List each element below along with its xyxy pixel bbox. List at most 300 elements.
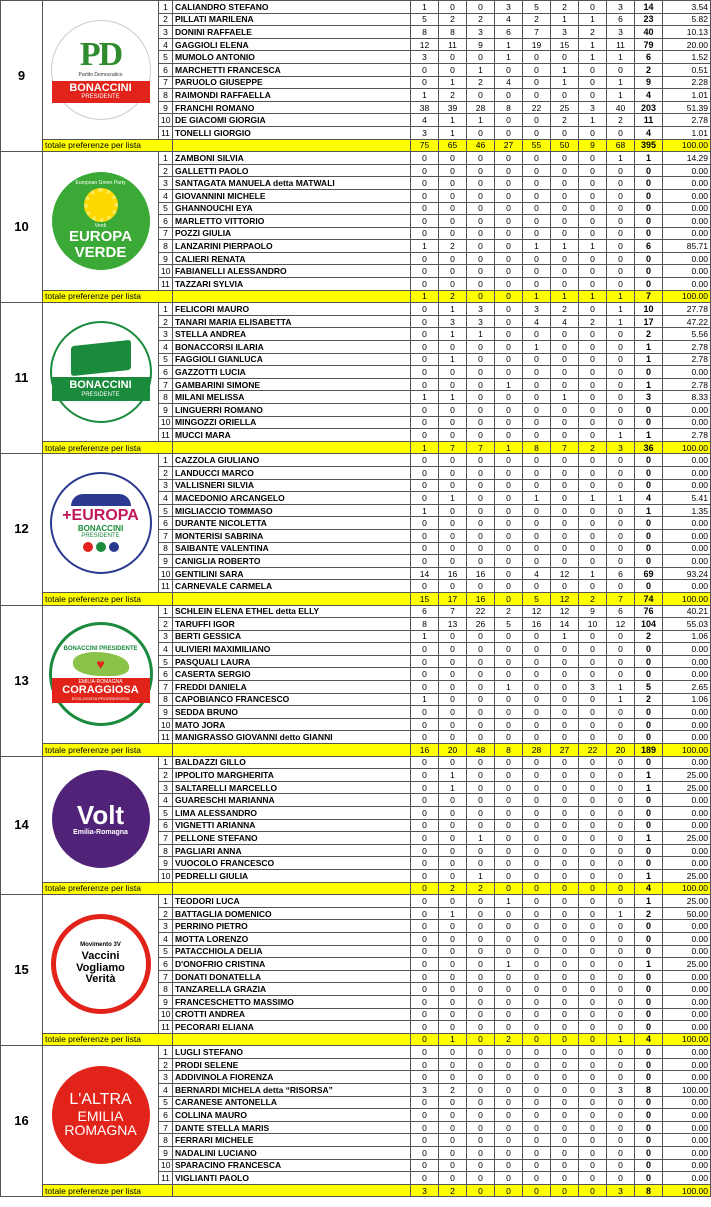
candidate-total: 79 bbox=[635, 38, 663, 51]
section-votes: 1 bbox=[607, 89, 635, 102]
section-votes: 0 bbox=[467, 958, 495, 971]
section-votes: 6 bbox=[607, 605, 635, 618]
list-number: 10 bbox=[1, 152, 43, 303]
section-votes: 0 bbox=[551, 970, 579, 983]
section-votes: 0 bbox=[523, 643, 551, 656]
coraggiosa-band bbox=[52, 678, 150, 703]
section-votes: 0 bbox=[523, 995, 551, 1008]
section-votes: 3 bbox=[467, 303, 495, 316]
section-votes: 0 bbox=[411, 1058, 439, 1071]
section-votes: 0 bbox=[551, 517, 579, 530]
candidate-total: 0 bbox=[635, 1172, 663, 1185]
candidate-name: STELLA ANDREA bbox=[173, 328, 411, 341]
section-votes: 2 bbox=[439, 1084, 467, 1097]
section-votes: 0 bbox=[467, 542, 495, 555]
section-votes: 0 bbox=[551, 189, 579, 202]
vaccini-line3: Verità bbox=[85, 973, 116, 986]
candidate-index: 7 bbox=[159, 681, 173, 694]
section-votes: 1 bbox=[579, 492, 607, 505]
list-total-label: totale preferenze per lista bbox=[43, 1184, 173, 1197]
section-votes: 5 bbox=[495, 618, 523, 631]
section-votes: 0 bbox=[439, 1159, 467, 1172]
candidate-index: 7 bbox=[159, 1121, 173, 1134]
candidate-percent: 0.00 bbox=[663, 517, 711, 530]
list-number: 13 bbox=[1, 605, 43, 756]
section-votes: 0 bbox=[411, 341, 439, 354]
altra-line1: L'ALTRA bbox=[69, 1090, 132, 1108]
party-logo bbox=[51, 914, 151, 1014]
section-votes: 0 bbox=[467, 454, 495, 467]
candidate-percent: 0.00 bbox=[663, 1096, 711, 1109]
section-votes: 0 bbox=[411, 932, 439, 945]
candidate-percent: 0.00 bbox=[663, 1021, 711, 1034]
section-votes: 0 bbox=[439, 454, 467, 467]
candidate-percent: 2.78 bbox=[663, 353, 711, 366]
candidate-name: MATO JORA bbox=[173, 718, 411, 731]
section-votes: 0 bbox=[495, 706, 523, 719]
section-votes: 0 bbox=[551, 794, 579, 807]
list-total-section: 0 bbox=[495, 290, 523, 303]
list-total-votes: 189 bbox=[635, 744, 663, 757]
section-votes: 0 bbox=[467, 391, 495, 404]
section-votes: 0 bbox=[523, 769, 551, 782]
section-votes: 0 bbox=[495, 1172, 523, 1185]
candidate-index: 1 bbox=[159, 1, 173, 14]
candidate-total: 1 bbox=[635, 869, 663, 882]
list-number: 12 bbox=[1, 454, 43, 605]
candidate-percent: 2.78 bbox=[663, 341, 711, 354]
section-votes: 0 bbox=[411, 769, 439, 782]
list-total-row bbox=[1, 1184, 711, 1197]
section-votes: 2 bbox=[551, 1, 579, 14]
section-votes: 0 bbox=[607, 366, 635, 379]
candidate-percent: 0.00 bbox=[663, 706, 711, 719]
candidate-total: 14 bbox=[635, 1, 663, 14]
section-votes: 0 bbox=[551, 466, 579, 479]
candidate-total: 0 bbox=[635, 756, 663, 769]
section-votes: 0 bbox=[523, 265, 551, 278]
section-votes: 0 bbox=[551, 1096, 579, 1109]
section-votes: 0 bbox=[439, 517, 467, 530]
section-votes: 0 bbox=[551, 404, 579, 417]
candidate-name: TEODORI LUCA bbox=[173, 895, 411, 908]
candidate-percent: 0.00 bbox=[663, 920, 711, 933]
bonaccini-line2: PRESIDENTE bbox=[81, 391, 120, 398]
list-total-section: 0 bbox=[551, 1184, 579, 1197]
section-votes: 0 bbox=[607, 391, 635, 404]
section-votes: 0 bbox=[607, 202, 635, 215]
section-votes: 1 bbox=[551, 240, 579, 253]
list-total-section: 2 bbox=[579, 441, 607, 454]
candidate-total: 0 bbox=[635, 529, 663, 542]
section-votes: 0 bbox=[523, 51, 551, 64]
coraggiosa-line2: CORAGGIOSA bbox=[62, 684, 139, 697]
section-votes: 0 bbox=[523, 1121, 551, 1134]
coraggiosa-line1: EMILIA-ROMAGNA bbox=[78, 678, 123, 685]
section-votes: 0 bbox=[523, 706, 551, 719]
section-votes: 0 bbox=[551, 177, 579, 190]
candidate-name: FELICORI MAURO bbox=[173, 303, 411, 316]
section-votes: 0 bbox=[579, 1134, 607, 1147]
section-votes: 0 bbox=[579, 1147, 607, 1160]
candidate-total: 5 bbox=[635, 681, 663, 694]
section-votes: 1 bbox=[411, 240, 439, 253]
list-total-section: 2 bbox=[439, 290, 467, 303]
candidate-percent: 0.00 bbox=[663, 1147, 711, 1160]
section-votes: 1 bbox=[551, 63, 579, 76]
section-votes: 0 bbox=[607, 404, 635, 417]
list-total-section: 3 bbox=[607, 1184, 635, 1197]
section-votes: 0 bbox=[467, 504, 495, 517]
section-votes: 0 bbox=[607, 718, 635, 731]
section-votes: 0 bbox=[467, 1021, 495, 1034]
section-votes: 0 bbox=[411, 781, 439, 794]
section-votes: 0 bbox=[607, 542, 635, 555]
candidate-total: 0 bbox=[635, 920, 663, 933]
section-votes: 0 bbox=[411, 1008, 439, 1021]
list-total-row bbox=[1, 1033, 711, 1046]
list-total-section: 17 bbox=[439, 592, 467, 605]
candidate-total: 4 bbox=[635, 126, 663, 139]
section-votes: 0 bbox=[411, 731, 439, 744]
section-votes: 22 bbox=[467, 605, 495, 618]
section-votes: 0 bbox=[467, 152, 495, 165]
candidate-percent: 1.01 bbox=[663, 126, 711, 139]
section-votes: 2 bbox=[579, 26, 607, 39]
candidate-index: 5 bbox=[159, 807, 173, 820]
list-total-section: 0 bbox=[467, 1184, 495, 1197]
section-votes: 0 bbox=[467, 479, 495, 492]
list-total-row bbox=[1, 882, 711, 895]
section-votes: 0 bbox=[523, 630, 551, 643]
section-votes: 0 bbox=[523, 164, 551, 177]
candidate-name: VIGNETTI ARIANNA bbox=[173, 819, 411, 832]
altra-line2: EMILIA bbox=[77, 1107, 124, 1124]
section-votes: 3 bbox=[495, 1, 523, 14]
section-votes: 0 bbox=[439, 177, 467, 190]
candidate-total: 0 bbox=[635, 278, 663, 291]
section-votes: 0 bbox=[523, 819, 551, 832]
candidate-name: FRANCHI ROMANO bbox=[173, 101, 411, 114]
list-total-section: 1 bbox=[607, 290, 635, 303]
list-total-section: 9 bbox=[579, 139, 607, 152]
section-votes: 0 bbox=[579, 177, 607, 190]
section-votes: 0 bbox=[579, 378, 607, 391]
section-votes: 0 bbox=[607, 1147, 635, 1160]
section-votes: 8 bbox=[411, 26, 439, 39]
section-votes: 0 bbox=[467, 756, 495, 769]
candidate-percent: 55.03 bbox=[663, 618, 711, 631]
list-total-percent: 100.00 bbox=[663, 441, 711, 454]
section-votes: 0 bbox=[411, 278, 439, 291]
candidate-percent: 14.29 bbox=[663, 152, 711, 165]
section-votes: 0 bbox=[607, 1058, 635, 1071]
candidate-percent: 0.00 bbox=[663, 844, 711, 857]
section-votes: 0 bbox=[551, 353, 579, 366]
section-votes: 0 bbox=[579, 995, 607, 1008]
section-votes: 0 bbox=[439, 479, 467, 492]
section-votes: 0 bbox=[579, 265, 607, 278]
section-votes: 0 bbox=[607, 1021, 635, 1034]
candidate-percent: 0.00 bbox=[663, 945, 711, 958]
section-votes: 0 bbox=[523, 668, 551, 681]
section-votes: 0 bbox=[523, 807, 551, 820]
section-votes: 0 bbox=[579, 126, 607, 139]
section-votes: 0 bbox=[523, 1109, 551, 1122]
list-total-section: 0 bbox=[551, 882, 579, 895]
section-votes: 0 bbox=[439, 404, 467, 417]
section-votes: 0 bbox=[607, 126, 635, 139]
candidate-total: 0 bbox=[635, 1096, 663, 1109]
section-votes: 0 bbox=[579, 857, 607, 870]
candidate-index: 11 bbox=[159, 1172, 173, 1185]
section-votes: 0 bbox=[467, 807, 495, 820]
section-votes: 0 bbox=[523, 466, 551, 479]
section-votes: 0 bbox=[551, 1147, 579, 1160]
candidate-name: PATACCHIOLA DELIA bbox=[173, 945, 411, 958]
section-votes: 0 bbox=[467, 404, 495, 417]
section-votes: 0 bbox=[439, 202, 467, 215]
section-votes: 0 bbox=[607, 920, 635, 933]
section-votes: 0 bbox=[579, 1172, 607, 1185]
list-total-percent: 100.00 bbox=[663, 592, 711, 605]
candidate-name: ULIVIERI MAXIMILIANO bbox=[173, 643, 411, 656]
section-votes: 4 bbox=[551, 315, 579, 328]
candidate-index: 9 bbox=[159, 857, 173, 870]
section-votes: 0 bbox=[579, 945, 607, 958]
candidate-total: 0 bbox=[635, 1058, 663, 1071]
section-votes: 0 bbox=[411, 983, 439, 996]
candidate-row bbox=[1, 605, 711, 618]
section-votes: 0 bbox=[467, 202, 495, 215]
section-votes: 0 bbox=[523, 177, 551, 190]
candidate-total: 0 bbox=[635, 643, 663, 656]
candidate-name: MILANI MELISSA bbox=[173, 391, 411, 404]
section-votes: 0 bbox=[579, 215, 607, 228]
section-votes: 0 bbox=[579, 1046, 607, 1059]
candidate-name: BALDAZZI GILLO bbox=[173, 756, 411, 769]
candidate-percent: 0.00 bbox=[663, 265, 711, 278]
section-votes: 1 bbox=[551, 13, 579, 26]
section-votes: 0 bbox=[495, 1021, 523, 1034]
candidate-row bbox=[1, 1046, 711, 1059]
section-votes: 0 bbox=[411, 844, 439, 857]
section-votes: 0 bbox=[467, 517, 495, 530]
section-votes: 0 bbox=[495, 844, 523, 857]
candidate-total: 0 bbox=[635, 252, 663, 265]
section-votes: 0 bbox=[411, 529, 439, 542]
list-number: 15 bbox=[1, 895, 43, 1046]
list-total-section: 7 bbox=[467, 441, 495, 454]
list-total-percent: 100.00 bbox=[663, 290, 711, 303]
section-votes: 0 bbox=[523, 907, 551, 920]
candidate-name: CALIANDRO STEFANO bbox=[173, 1, 411, 14]
section-votes: 0 bbox=[411, 1109, 439, 1122]
candidate-name: DURANTE NICOLETTA bbox=[173, 517, 411, 530]
section-votes: 0 bbox=[495, 1159, 523, 1172]
section-votes: 0 bbox=[439, 869, 467, 882]
candidate-name: SPARACINO FRANCESCA bbox=[173, 1159, 411, 1172]
candidate-index: 10 bbox=[159, 114, 173, 127]
candidate-name: MIGLIACCIO TOMMASO bbox=[173, 504, 411, 517]
candidate-percent: 0.00 bbox=[663, 529, 711, 542]
section-votes: 0 bbox=[551, 920, 579, 933]
candidate-percent: 0.00 bbox=[663, 215, 711, 228]
candidate-percent: 1.01 bbox=[663, 89, 711, 102]
candidate-percent: 2.78 bbox=[663, 429, 711, 442]
party-logo bbox=[52, 1066, 150, 1164]
candidate-index: 3 bbox=[159, 26, 173, 39]
candidate-index: 1 bbox=[159, 454, 173, 467]
section-votes: 1 bbox=[439, 126, 467, 139]
section-votes: 0 bbox=[411, 555, 439, 568]
candidate-percent: 25.00 bbox=[663, 769, 711, 782]
candidate-total: 2 bbox=[635, 693, 663, 706]
section-votes: 0 bbox=[467, 252, 495, 265]
candidate-index: 3 bbox=[159, 1071, 173, 1084]
section-votes: 0 bbox=[551, 328, 579, 341]
section-votes: 0 bbox=[579, 1, 607, 14]
candidate-total: 0 bbox=[635, 668, 663, 681]
candidate-name: FABIANELLI ALESSANDRO bbox=[173, 265, 411, 278]
list-number: 11 bbox=[1, 303, 43, 454]
candidate-index: 1 bbox=[159, 152, 173, 165]
candidate-percent: 0.00 bbox=[663, 1058, 711, 1071]
section-votes: 0 bbox=[607, 832, 635, 845]
candidate-percent: 5.56 bbox=[663, 328, 711, 341]
candidate-name: PARUOLO GIUSEPPE bbox=[173, 76, 411, 89]
section-votes: 0 bbox=[439, 63, 467, 76]
section-votes: 0 bbox=[495, 89, 523, 102]
symbol-dot-icon bbox=[109, 542, 119, 552]
section-votes: 0 bbox=[579, 479, 607, 492]
candidate-name: MACEDONIO ARCANGELO bbox=[173, 492, 411, 505]
section-votes: 3 bbox=[523, 303, 551, 316]
logo-cell bbox=[43, 1046, 159, 1185]
section-votes: 0 bbox=[411, 794, 439, 807]
candidate-name: BATTAGLIA DOMENICO bbox=[173, 907, 411, 920]
section-votes: 0 bbox=[607, 668, 635, 681]
section-votes: 0 bbox=[579, 189, 607, 202]
candidate-total: 2 bbox=[635, 63, 663, 76]
section-votes: 0 bbox=[411, 466, 439, 479]
section-votes: 0 bbox=[411, 869, 439, 882]
candidate-percent: 0.51 bbox=[663, 63, 711, 76]
candidate-index: 2 bbox=[159, 466, 173, 479]
section-votes: 0 bbox=[439, 1147, 467, 1160]
candidate-index: 4 bbox=[159, 932, 173, 945]
candidate-total: 0 bbox=[635, 454, 663, 467]
section-votes: 0 bbox=[579, 668, 607, 681]
section-votes: 0 bbox=[467, 492, 495, 505]
section-votes: 0 bbox=[607, 341, 635, 354]
candidate-total: 3 bbox=[635, 391, 663, 404]
section-votes: 0 bbox=[579, 89, 607, 102]
section-votes: 0 bbox=[551, 718, 579, 731]
candidate-name: CAZZOLA GIULIANO bbox=[173, 454, 411, 467]
section-votes: 0 bbox=[439, 807, 467, 820]
section-votes: 0 bbox=[495, 328, 523, 341]
candidate-total: 104 bbox=[635, 618, 663, 631]
europa-line3: PRESIDENTE bbox=[81, 533, 120, 540]
candidate-percent: 0.00 bbox=[663, 1121, 711, 1134]
section-votes: 1 bbox=[467, 832, 495, 845]
section-votes: 1 bbox=[579, 51, 607, 64]
section-votes: 0 bbox=[607, 227, 635, 240]
section-votes: 0 bbox=[439, 958, 467, 971]
list-total-section: 0 bbox=[411, 1033, 439, 1046]
europa-line1: +EUROPA bbox=[62, 506, 139, 524]
pd-symbol: PD bbox=[79, 35, 122, 73]
list-total-section: 2 bbox=[495, 1033, 523, 1046]
section-votes: 1 bbox=[495, 958, 523, 971]
candidate-index: 5 bbox=[159, 655, 173, 668]
candidate-total: 0 bbox=[635, 1046, 663, 1059]
section-votes: 8 bbox=[411, 618, 439, 631]
candidate-total: 0 bbox=[635, 857, 663, 870]
section-votes: 0 bbox=[467, 693, 495, 706]
section-votes: 0 bbox=[411, 1071, 439, 1084]
candidate-total: 2 bbox=[635, 907, 663, 920]
section-votes: 0 bbox=[439, 378, 467, 391]
section-votes: 0 bbox=[411, 303, 439, 316]
list-total-section: 0 bbox=[579, 882, 607, 895]
party-logo bbox=[52, 172, 150, 270]
section-votes: 1 bbox=[551, 391, 579, 404]
candidate-percent: 8.33 bbox=[663, 391, 711, 404]
section-votes: 1 bbox=[495, 51, 523, 64]
section-votes: 0 bbox=[579, 781, 607, 794]
candidate-index: 8 bbox=[159, 983, 173, 996]
candidate-name: TONELLI GIORGIO bbox=[173, 126, 411, 139]
candidate-index: 6 bbox=[159, 819, 173, 832]
europa-line2: BONACCINI bbox=[77, 523, 124, 533]
list-total-label: totale preferenze per lista bbox=[43, 441, 173, 454]
section-votes: 0 bbox=[467, 681, 495, 694]
list-number: 9 bbox=[1, 1, 43, 152]
section-votes: 0 bbox=[607, 1096, 635, 1109]
section-votes: 0 bbox=[467, 164, 495, 177]
candidate-total: 0 bbox=[635, 718, 663, 731]
section-votes: 3 bbox=[411, 126, 439, 139]
section-votes: 0 bbox=[579, 1109, 607, 1122]
candidate-name: PELLONE STEFANO bbox=[173, 832, 411, 845]
section-votes: 1 bbox=[439, 781, 467, 794]
section-votes: 0 bbox=[551, 781, 579, 794]
section-votes: 0 bbox=[495, 1147, 523, 1160]
candidate-index: 11 bbox=[159, 126, 173, 139]
section-votes: 0 bbox=[411, 63, 439, 76]
section-votes: 0 bbox=[495, 920, 523, 933]
section-votes: 0 bbox=[551, 542, 579, 555]
candidate-name: PEDRELLI GIULIA bbox=[173, 869, 411, 882]
section-votes: 1 bbox=[411, 1, 439, 14]
section-votes: 0 bbox=[495, 932, 523, 945]
vaccini-arc: Movimento 3V bbox=[80, 941, 121, 948]
candidate-name: CASERTA SERGIO bbox=[173, 668, 411, 681]
list-total-percent: 100.00 bbox=[663, 744, 711, 757]
candidate-index: 10 bbox=[159, 1008, 173, 1021]
section-votes: 0 bbox=[495, 1071, 523, 1084]
section-votes: 0 bbox=[495, 1058, 523, 1071]
section-votes: 0 bbox=[523, 479, 551, 492]
section-votes: 0 bbox=[467, 1046, 495, 1059]
pd-band-line1: BONACCINI bbox=[69, 81, 132, 94]
section-votes: 0 bbox=[439, 1134, 467, 1147]
candidate-index: 6 bbox=[159, 668, 173, 681]
section-votes: 0 bbox=[439, 794, 467, 807]
candidate-total: 0 bbox=[635, 555, 663, 568]
